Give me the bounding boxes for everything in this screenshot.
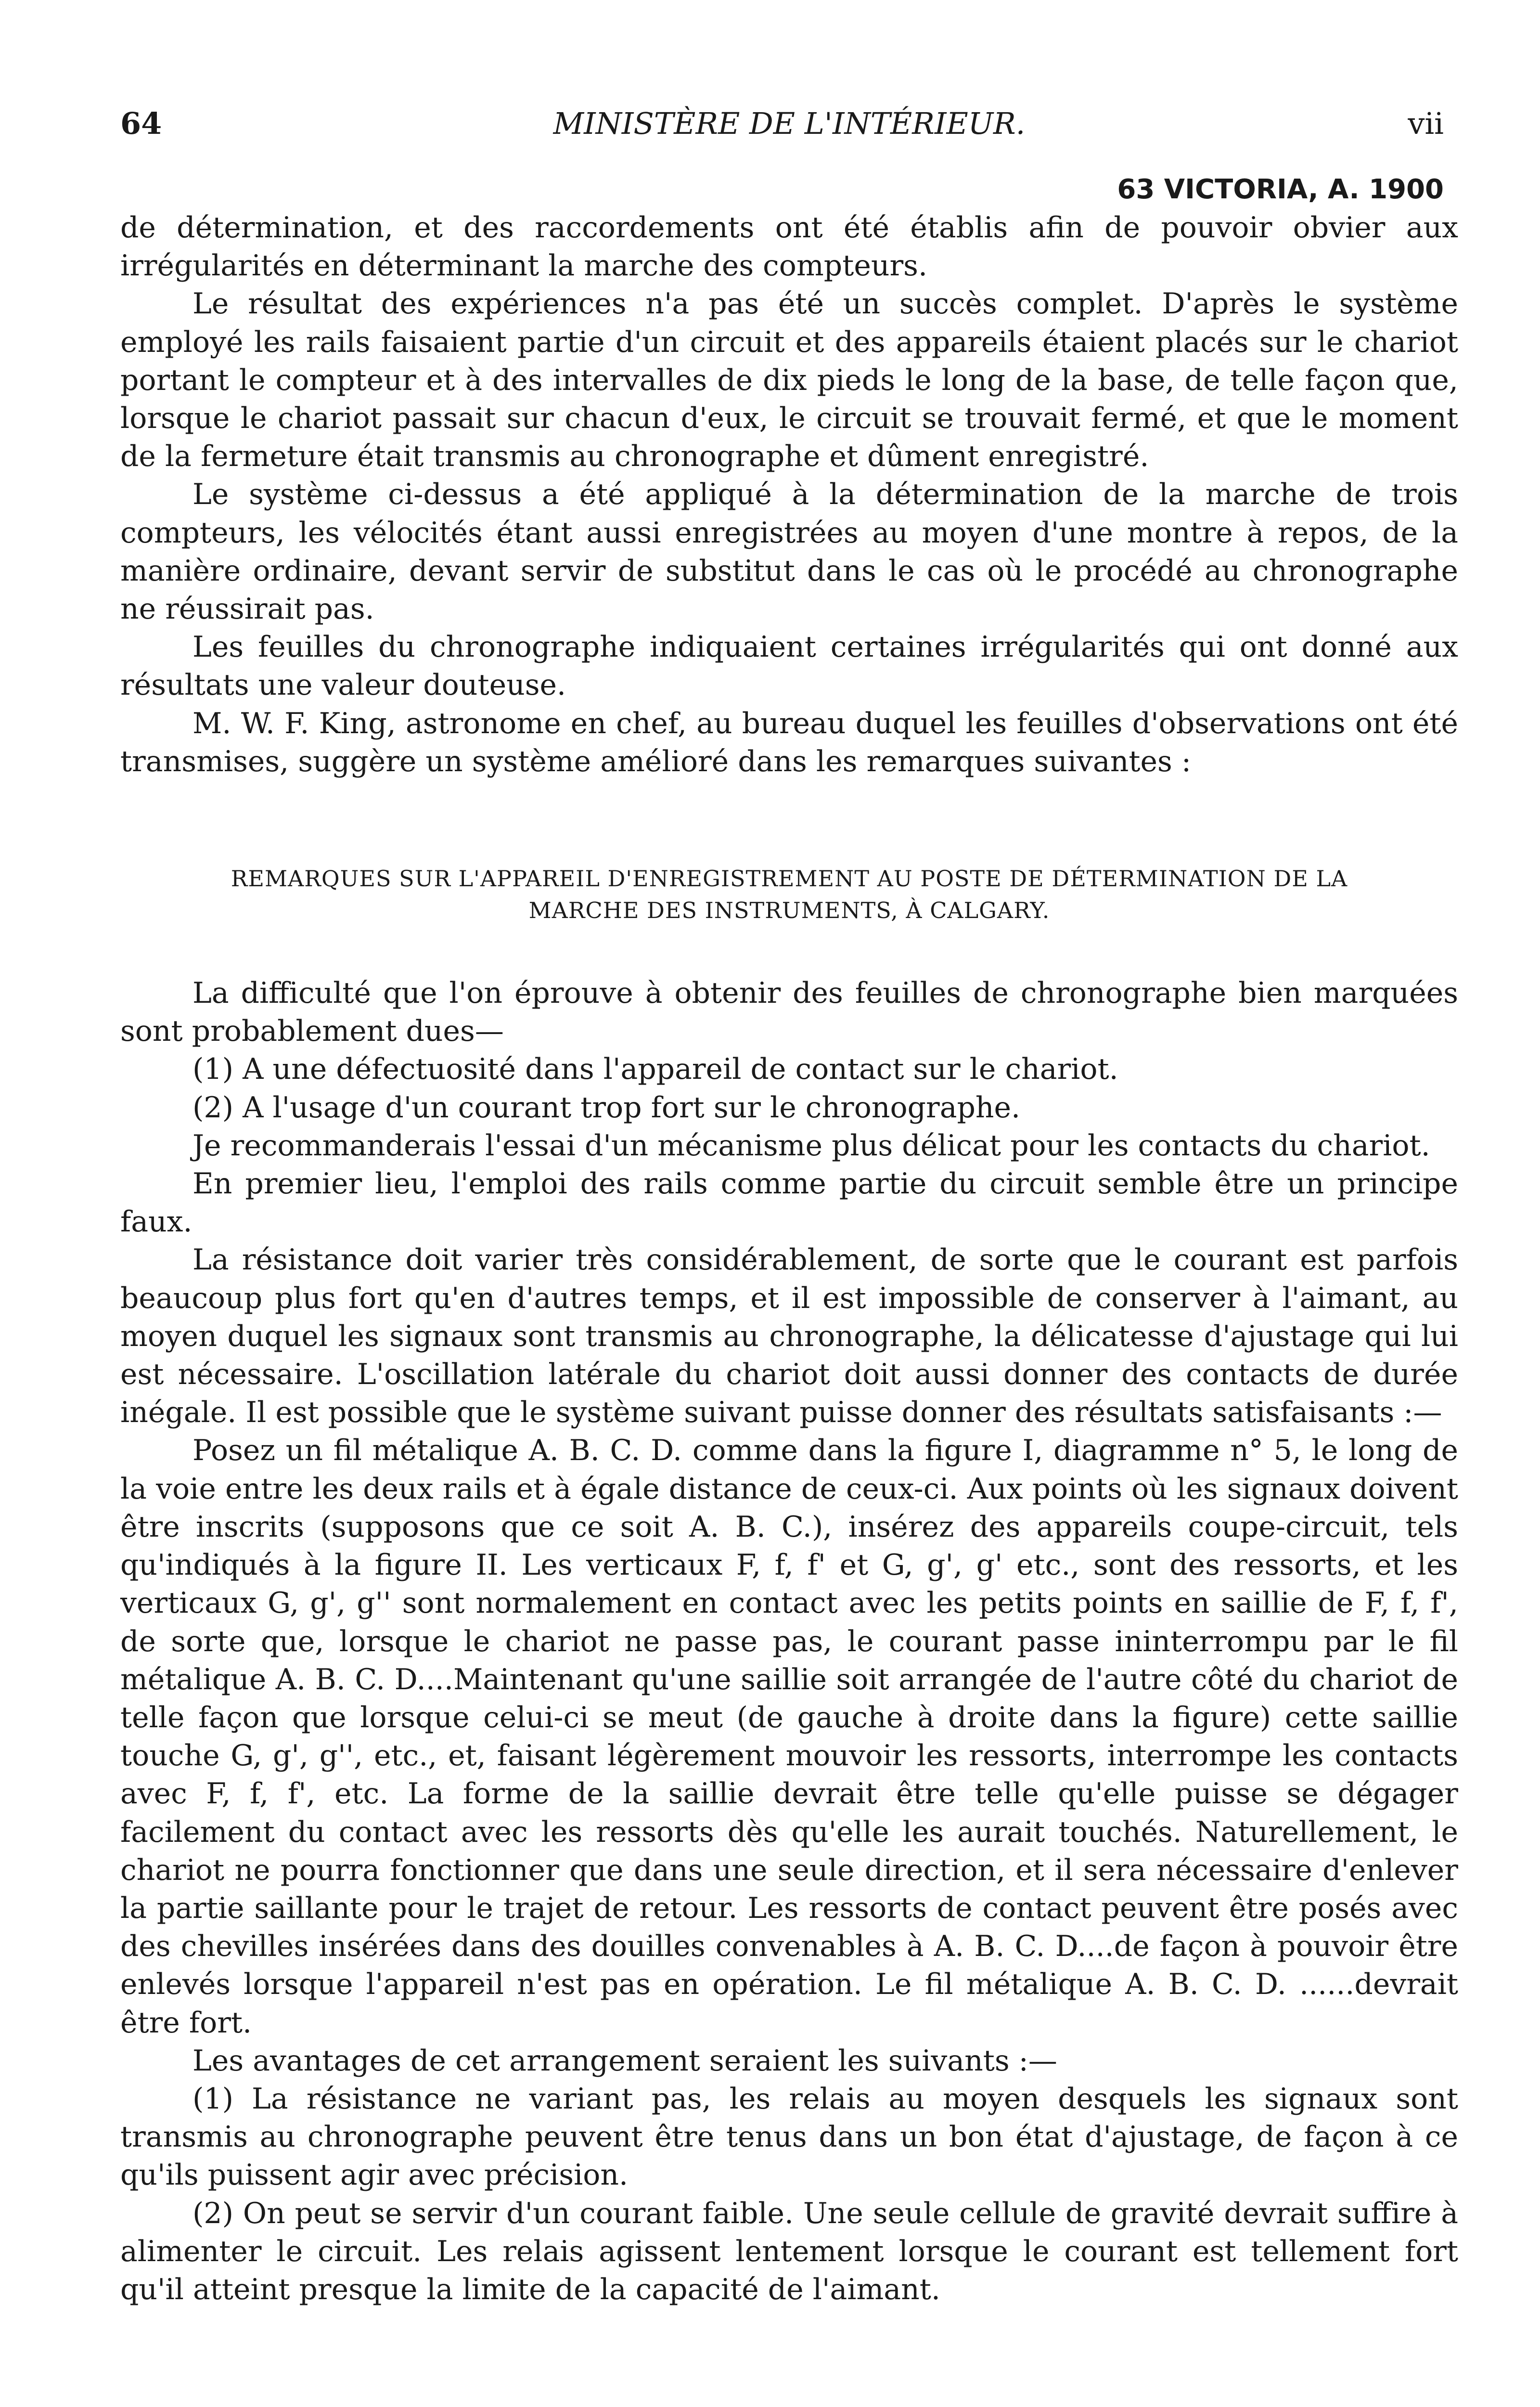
running-title: MINISTÈRE DE L'INTÉRIEUR. — [553, 106, 1026, 141]
paragraph: de détermination, et des raccordements ont été établis afin de pouvoir obvier aux irrégularités en déterminant la marche des compteurs. — [120, 211, 1458, 283]
list-item: (1) La résistance ne variant pas, les relais au moyen desquels les signaux sont transmis au chronographe peuvent être tenus dans un bon état d'ajustage, de façon à ce qu'ils puissent agir avec précision. — [120, 2082, 1458, 2192]
list-item: (2) A l'usage d'un courant trop fort sur le chronographe. — [192, 1090, 1021, 1125]
intro-section — [120, 209, 1458, 781]
edition-label: 63 VICTORIA, A. 1900 — [1117, 174, 1444, 205]
paragraph: Le système ci-dessus a été appliqué à la détermination de la marche de trois compteurs, les vélocités étant aussi enregistrées au moyen d'une montre à repos, de la manière ordinaire, devant servir de substitut dans le cas où le procédé au chronographe ne réussirait pas. — [120, 478, 1458, 626]
section-heading-line: REMARQUES SUR L'APPAREIL D'ENREGISTREMENT AU POSTE DE DÉTERMINATION DE LA — [231, 866, 1348, 892]
paragraph: Le résultat des expériences n'a pas été un succès complet. D'après le système employé les rails faisaient partie d'un circuit et des appareils étaient placés sur le chariot portant le compteur et à des intervalles de dix pieds le long de la base, de telle façon que, lorsque le chariot passait sur chacun d'eux, le circuit se trouvait fermé, et que le moment de la fermeture était transmis au chronographe et dûment enregistré. — [120, 287, 1458, 474]
roman-numeral: vii — [1408, 106, 1444, 141]
document-page — [120, 106, 1458, 2309]
paragraph: La résistance doit varier très considérablement, de sorte que le courant est parfois beaucoup plus fort qu'en d'autres temps, et il est impossible de conserver à l'aimant, au moyen duquel les signaux sont transmis au chronographe, la délicatesse d'ajustage qui lui est nécessaire. L'oscillation latérale du chariot doit aussi donner des contacts de durée inégale. Il est possible que le système suivant puisse donner des résultats satisfaisants :— — [120, 1243, 1458, 1430]
paragraph: Posez un fil métalique A. B. C. D. comme dans la figure I, diagramme n° 5, le long de la voie entre les deux rails et à égale distance de ceux-ci. Aux points où les signaux doivent être inscrits (supposons que ce soit A. B. C.), insérez des appareils coupe-circuit, tels qu'indiqués à la figure II. Les verticaux F, f, f' et G, g', g' etc., sont des ressorts, et les verticaux G, g', g'' sont normalement en contact avec les petits points en saillie de F, f, f', de sorte que, lorsque le chariot ne passe pas, le courant passe ininterrompu par le fil métalique A. B. C. D....Maintenant qu'une saillie soit arrangée de l'autre côté du chariot de telle façon que lorsque celui-ci se meut (de gauche à droite dans la figure) cette saillie touche G, g', g'', etc., et, faisant légèrement mouvoir les ressorts, interrompe les contacts avec F, f, f', etc. La forme de la saillie devrait être telle qu'elle puisse se dégager facilement du contact avec les ressorts dès qu'elle les aurait touchés. Naturellement, le chariot ne pourra fonctionner que dans une seule direction, et il sera nécessaire d'enlever la partie saillante pour le trajet de retour. Les ressorts de contact peuvent être posés avec des chevilles insérées dans des douilles convenables à A. B. C. D....de façon à pouvoir être enlevés lorsque l'appareil n'est pas en opération. Le fil métalique A. B. C. D. ......devrait être fort. — [120, 1434, 1458, 2040]
list-item: (2) On peut se servir d'un courant faible. Une seule cellule de gravité devrait suffire à alimenter le circuit. Les relais agissent lentement lorsque le courant est tellement fort qu'il atteint presque la limite de la capacité de l'aimant. — [120, 2196, 1458, 2306]
paragraph: Les avantages de cet arrangement seraient les suivants :— — [192, 2044, 1057, 2078]
list-item: (1) A une défectuosité dans l'appareil de contact sur le chariot. — [192, 1052, 1118, 1087]
page-number: 64 — [120, 106, 162, 141]
page-header — [120, 106, 1458, 144]
section-heading-line: MARCHE DES INSTRUMENTS, À CALGARY. — [528, 897, 1050, 924]
remarks-section — [120, 974, 1458, 2309]
section-heading — [120, 863, 1458, 926]
paragraph: Je recommanderais l'essai d'un mécanisme plus délicat pour les contacts du chariot. — [192, 1128, 1430, 1163]
paragraph: En premier lieu, l'emploi des rails comme partie du circuit semble être un principe faux. — [120, 1167, 1458, 1239]
paragraph: La difficulté que l'on éprouve à obtenir des feuilles de chronographe bien marquées sont probablement dues— — [120, 976, 1458, 1048]
paragraph: Les feuilles du chronographe indiquaient certaines irrégularités qui ont donné aux résultats une valeur douteuse. — [120, 630, 1458, 702]
paragraph: M. W. F. King, astronome en chef, au bureau duquel les feuilles d'observations ont été transmises, suggère un système amélioré dans les remarques suivantes : — [120, 706, 1458, 778]
